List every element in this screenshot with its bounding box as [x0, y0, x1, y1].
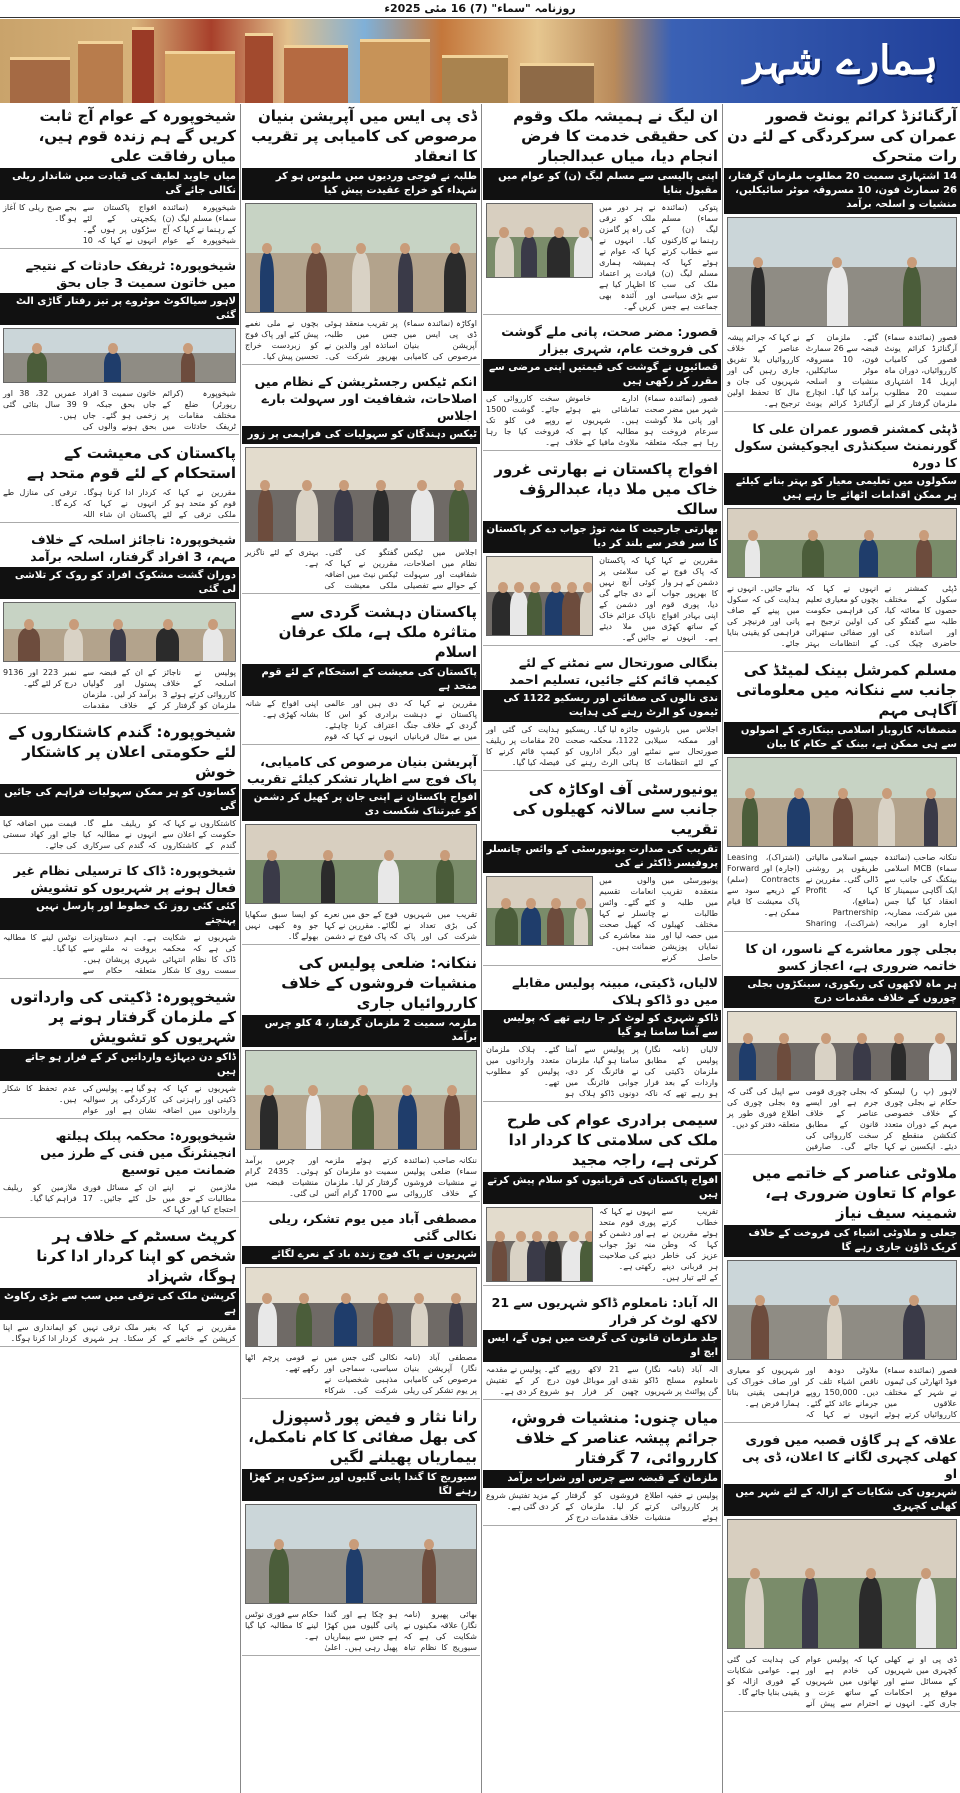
article	[0, 255, 239, 435]
article-body: قصور (نمائندہ سماء) آرگنائزڈ کرائم یونٹ قصور کی کامیاب کارروائیاں، دوران ماہ اپریل 14 اشتہاری سمیت 20 مطلوب ملزمان گرفتار کر لیے گئے۔ ملزمان کے قبضہ سے 26 سمارٹ فون، 10 مسروقہ موٹر سائیکلیں، منشیات و اسلحہ برآمد کیا گیا۔ انچارج آرگنائزڈ کرائم یونٹ نے کہا کہ جرائم پیشہ عناصر کے خلاف کارروائیاں بلا تفریق جاری رہیں گی اور شہریوں کی جان و مال کا تحفظ اولین ترجیح ہے۔	[727, 333, 957, 408]
article-subheadline: 14 اشتہاری سمیت 20 مطلوب ملزمان گرفتار، 26 سمارٹ فون، 10 مسروقہ موٹر سائیکلیں، منشیات و اسلحہ برآمد	[724, 168, 960, 214]
article-headline: پاکستان دہشت گردی سے متاثرہ ملک ہے، ملک عرفان اسلام	[278, 603, 477, 661]
article-subheadline: لاہور سیالکوٹ موٹروے پر تیز رفتار گاڑی الٹ گئی	[0, 293, 239, 325]
article-subheadline: ٹیکس دہندگان کو سہولیات کی فراہمی پر زور	[242, 426, 480, 444]
article-headline: انکم ٹیکس رجسٹریشن کے نظام میں اصلاحات، شفافیت اور سہولت بارے اجلاس	[254, 374, 477, 423]
article-headline: سیمی برادری عوام کی طرح ملک کی سلامتی کا کردار ادا کرتی ہے، راجہ مجید	[506, 1111, 718, 1169]
article	[0, 1125, 239, 1218]
article	[483, 652, 721, 771]
article-headline: الہ آباد: نامعلوم ڈاکو شہریوں سے 21 لاکھ لوٹ کر فرار	[491, 1295, 718, 1327]
news-photo	[727, 1519, 957, 1649]
article-subheadline: طلبہ نے فوجی وردیوں میں ملبوس ہو کر شہداء کو خراج عقیدت پیش کیا	[242, 168, 480, 200]
article	[483, 457, 721, 646]
article-headline: مصطفی آباد میں یوم تشکر، ریلی نکالی گئی	[268, 1211, 477, 1243]
news-photo	[245, 824, 477, 904]
article-body: شہریوں نے کہا کہ ڈکیتی اور راہزنی کی وارداتوں میں اضافہ ہو گیا ہے۔ پولیس کی کارکردگی پر سوالیہ نشان ہے اور عوام عدم تحفظ کا شکار ہیں۔	[3, 1084, 236, 1115]
city-landmarks-image	[0, 19, 600, 103]
article-headline: میاں چنوں: منشیات فروش، جرائم پیشہ عناصر کے خلاف کارروائی، 7 گرفتار	[510, 1409, 718, 1467]
article-headline: کرپٹ سسٹم کے خلاف ہر شخص کو اپنا کردار ادا کرنا ہوگا، شہزاد	[36, 1227, 236, 1285]
article-headline: ملاوٹی عناصر کے خاتمے میں عوام کا تعاون ضروری ہے، شمینہ سیف نیاز	[752, 1164, 957, 1222]
article	[483, 1108, 721, 1286]
news-photo	[245, 447, 477, 542]
article-body: ڈپٹی کمشنر نے سکول کے مختلف حصوں کا معائنہ کیا، طلبہ سے گفتگو کی اور اساتذہ کی حاضری چیک کی۔ انہوں نے کہا کہ بچوں کو معیاری تعلیم کی فراہمی حکومت کی اولین ترجیح ہے اور صفائی ستھرائی کے انتظامات بہتر بنائے جائیں۔ انہوں نے ہدایت کی کہ سکول میں پینے کے صاف پانی اور فرنیچر کی فراہمی کو یقینی بنایا جائے۔	[727, 584, 957, 648]
article-subheadline: بھارتی جارحیت کا منہ توڑ جواب دے کر پاکستان کا سر فخر سے بلند کر دیا	[483, 521, 721, 553]
article	[242, 371, 480, 594]
article-body: پولیس نے خفیہ اطلاع پر کارروائی کرتے ہوئے منشیات فروشوں کو گرفتار کر لیا۔ ملزمان کے خلاف مقدمات درج کر کے مزید تفتیش شروع کر دی گئی ہے۔	[486, 1491, 718, 1522]
article-body: اجلاس میں بارشوں اور ممکنہ سیلابی صورتحال سے نمٹنے کے لئے انتظامات کا جائزہ لیا گیا۔ ریسکیو 1122، محکمہ صحت اور دیگر اداروں کو ہائی الرٹ رہنے کی ہدایت کی گئی اور 20 مقامات پر ریلیف کیمپ قائم کرنے کا فیصلہ کیا گیا۔	[486, 725, 718, 767]
article-headline: بنگالی صورتحال سے نمٹنے کے لئے کیمپ قائم کئے جائیں، تسلیم احمد	[509, 655, 718, 687]
article-headline: پاکستان کی معیشت کے استحکام کے لئے قوم متحد ہے	[26, 444, 236, 482]
article	[483, 104, 721, 315]
article-subheadline: ڈاکو دن دیہاڑے وارداتیں کر کے فرار ہو جاتے ہیں	[0, 1049, 239, 1081]
article-body: الہ آباد (نامہ نگار) نامعلوم مسلح ڈاکو گن پوائنٹ پر شہریوں سے 21 لاکھ روپے نقدی اور موبائل فون چھین کر فرار ہو گئے۔ پولیس نے مقدمہ درج کر کے تفتیش شروع کر دی ہے۔	[486, 1365, 718, 1396]
page-title: ہمارے شہر	[743, 37, 938, 84]
article-subheadline: میاں جاوید لطیف کی قیادت میں شاندار ریلی نکالی جائے گی	[0, 168, 239, 200]
news-photo	[245, 1050, 477, 1150]
article	[0, 529, 239, 714]
column-2	[483, 104, 721, 1793]
article-body: مقررین نے کہا کہ پاک فوج نے دشمن کے ہر وار کا بھرپور جواب دیا، پوری قوم اپنی بہادر افواج کے ساتھ کھڑی ہے۔ انہوں نے کہا کہ پاکستان کی سلامتی پر کوئی آنچ نہیں آنے دی جائے گی اور دشمن کے ناپاک عزائم خاک میں ملا دیئے جائیں گے۔	[599, 556, 718, 642]
article-body: اوکاڑہ (نمائندہ سماء) ڈی پی ایس میں آپریشن بنیان مرصوص کی کامیابی پر تقریب منعقد ہوئی جس میں طلبہ، اساتذہ اور والدین نے بھرپور شرکت کی۔ بچوں نے ملی نغمے پیش کئے اور پاک فوج کو زبردست خراج تحسین پیش کیا۔	[245, 319, 477, 361]
article-subheadline: تقریب کی صدارت یونیورسٹی کے وائس چانسلر پروفیسر ڈاکٹر نے کی	[483, 841, 721, 873]
article-headline: شیخوپورہ: ٹریفک حادثات کے نتیجے میں خاتون سمیت 3 جاں بحق	[25, 258, 236, 290]
news-photo	[486, 203, 593, 278]
news-photo	[727, 508, 957, 578]
article-body: ملازمین نے اپنے مطالبات کے حق میں احتجاج کیا اور کہا کہ ان کے مسائل فوری حل کئے جائیں۔ 17 ملازمین کو ریلیف فراہم کیا گیا۔	[3, 1183, 236, 1214]
article	[724, 1161, 960, 1423]
article-subheadline: ہر ماہ لاکھوں کی ریکوری، سینکڑوں بجلی چوروں کے خلاف مقدمات درج	[724, 976, 960, 1008]
news-photo	[245, 203, 477, 313]
article	[483, 972, 721, 1102]
article-headline: رانا نثار و فیض پور ڈسپوزل کی بھل صفائی کا کام نامکمل، بیماریاں پھیلنے لگیں	[248, 1408, 477, 1466]
article-body: مقررین نے کہا کہ پاکستان نے دہشت گردی کے خلاف جنگ میں بے مثال قربانیاں دی ہیں اور عالمی برادری کو اس کا اعتراف کرنا چاہئے۔ انہوں نے کہا کہ قوم اپنی افواج کے شانہ بشانہ کھڑی ہے۔	[245, 699, 477, 741]
article-headline: علاقہ کے ہر گاؤں قصبہ میں فوری کھلی کچہری لگانے کا اعلان، ڈی پی او	[742, 1432, 957, 1481]
article-body: کاشتکاروں نے کہا کہ حکومت کے اعلان سے گندم کے کاشتکاروں کو ریلیف ملے گا۔ انہوں نے مطالبہ کیا کہ گندم کی سرکاری قیمت میں اضافہ کیا جائے اور کھاد سستی کی جائے۔	[3, 819, 236, 850]
article-headline: ننکانہ: ضلعی پولیس کی منشیات فروشوں کے خلاف کارروائیاں جاری	[281, 954, 477, 1012]
article	[483, 1292, 721, 1400]
article-body: شہریوں نے شکایت کی ہے کہ محکمہ ڈاک کا نظام انتہائی سست روی کا شکار ہے۔ اہم دستاویزات بروقت نہ ملنے سے شہری پریشان ہیں۔ متعلقہ حکام سے نوٹس لینے کا مطالبہ کیا گیا۔	[3, 933, 236, 975]
article-body: بھائی پھیرو (نامہ نگار) علاقہ مکینوں نے شکایت کی ہے کہ سیوریج کا نظام تباہ ہو چکا ہے اور گندا پانی گلیوں میں کھڑا ہے جس سے بیماریاں پھیل رہی ہیں۔ اعلیٰ حکام سے فوری نوٹس لینے کا مطالبہ کیا گیا ہے۔	[245, 1610, 477, 1652]
article-body: لاہور (پ ر) لیسکو حکام نے بجلی چوری کے خلاف خصوصی مہم کے دوران متعدد کنکشن منقطع کر دیئے۔ ایکسین نے کہا کہ بجلی چوری قومی جرم ہے اور ایسے عناصر کے خلاف قانون کے مطابق سخت کارروائی کی جائے گی۔ صارفین سے اپیل کی گئی کہ وہ بجلی چوری کی اطلاع فوری طور پر متعلقہ دفتر کو دیں۔	[727, 1087, 957, 1151]
article-headline: شیخوپورہ: ڈکیتی کی وارداتوں کے ملزمان گرفتار ہونے پر شہریوں کو تشویش	[10, 988, 236, 1046]
article-body: ڈی پی او نے کھلی کچہری میں شہریوں کے مسائل سنے اور موقع پر احکامات جاری کئے۔ انہوں نے کہا کہ پولیس عوام کی خادم ہے اور تھانوں میں شہریوں کے ساتھ عزت و احترام سے پیش آنے کی ہدایت کی گئی ہے۔ عوامی شکایات کے فوری ازالہ کو یقینی بنایا جائے گا۔	[727, 1655, 957, 1708]
article-headline: لالیاں، ڈکیتی، مبینہ پولیس مقابلے میں دو ڈاکو ہلاک	[512, 975, 718, 1007]
article-subheadline: منصفانہ کاروبار اسلامی بینکاری کے اصولوں سے ہی ممکن ہے، بینک کے حکام کا بیان	[724, 722, 960, 754]
article-body: یونیورسٹی میں منعقدہ تقریب میں طلبہ و طالبات نے مختلف کھیلوں میں حصہ لیا اور نمایاں پوزیشن حاصل کرنے والوں میں انعامات تقسیم کئے گئے۔ وائس چانسلر نے کہا کہ کھیل صحت مند معاشرے کی ضمانت ہیں۔	[599, 876, 718, 962]
article-headline: شیخوپورہ: ناجائز اسلحہ کے خلاف مہم، 3 افراد گرفتار، اسلحہ برآمد	[30, 532, 236, 564]
article-subheadline: ملزمہ سمیت 2 ملزمان گرفتار، 4 کلو چرس برآمد	[242, 1015, 480, 1047]
article	[724, 938, 960, 1155]
article	[242, 951, 480, 1202]
article-body: شیخوپورہ (نمائندہ سماء) مسلم لیگ (ن) کے رہنما نے کہا کہ آج شیخوپورہ کے عوام افواج پاکستان سے یکجہتی کے لئے سڑکوں پر ہوں گے۔ انہوں نے کہا کہ 10 بجے صبح ریلی کا آغاز ہو گا۔	[3, 203, 236, 245]
article-subheadline: ملزمان کے قبضہ سے چرس اور شراب برآمد	[483, 1470, 721, 1488]
article-body: مقررین نے کہا کہ قوم کو متحد ہو کر ملکی ترقی کے لئے کردار ادا کرنا ہوگا۔ انہوں نے کہا کہ پاکستان ان شاء اللہ ترقی کی منازل طے کرے گا۔	[3, 488, 236, 519]
article-subheadline: کئی کئی روز تک خطوط اور پارسل نہیں پہنچتے	[0, 898, 239, 930]
article	[724, 1429, 960, 1712]
article	[0, 441, 239, 523]
article-headline: آرگنائزڈ کرائم یونٹ قصور عمران کی سرکردگی کے لئے دن رات متحرک	[727, 107, 957, 165]
article-headline: ان لیگ نے ہمیشہ ملک وقوم کی حقیقی خدمت کا فرض انجام دیا، میاں عبدالجبار	[513, 107, 718, 165]
article-subheadline: سکولوں میں تعلیمی معیار کو بہتر بنانے کیلئے ہر ممکن اقدامات اٹھائے جا رہے ہیں	[724, 473, 960, 505]
article-subheadline: جلد ملزمان قانون کی گرفت میں ہوں گے، ایس ایچ او	[483, 1330, 721, 1362]
news-photo	[245, 1504, 477, 1604]
article-headline: شیخوپورہ کے عوام آج ثابت کریں گے ہم زندہ قوم ہیں، میاں رفاقت علی	[38, 107, 236, 165]
article-headline: شیخوپورہ: محکمہ پبلک ہیلتھ انجینئرنگ میں فنی کے طرز میں ضمانت میں توسیع	[40, 1128, 236, 1177]
dateline: روزنامہ "سماء" (7) 16 مئی 2025ء	[0, 0, 960, 18]
article-subheadline: اپنی پالیسی سے مسلم لیگ (ن) کو عوام میں مقبول بنایا	[483, 168, 721, 200]
article-body: تقریب میں شہریوں کی بڑی تعداد نے شرکت کی اور پاک فوج کے حق میں نعرے لگائے۔ مقررین نے کہا کہ پاک فوج نے دشمن کو ایسا سبق سکھایا جو وہ کبھی نہیں بھولے گا۔	[245, 910, 477, 941]
article-headline: بجلی چور معاشرے کے ناسور، ان کا خاتمہ ضروری ہے، اعجاز کسو	[745, 941, 957, 973]
article-subheadline: دوران گشت مشکوک افراد کو روک کر تلاشی لی گئی	[0, 567, 239, 599]
article-headline: شیخوپورہ: ڈاک کا ترسیلی نظام غیر فعال ہونے پر شہریوں کو تشویش	[13, 863, 236, 895]
article	[242, 600, 480, 745]
article-subheadline: شہریوں کی شکایات کے ازالہ کے لئے شہر میں کھلی کچہری	[724, 1484, 960, 1516]
article-body: پتوکی (نمائندہ سماء) مسلم لیگ (ن) کے رہنما نے کارکنوں سے خطاب کرتے ہوئے کہا کہ مسلم لیگ (ن) ملک کی سب سے بڑی سیاسی جماعت ہے جس نے ہر دور میں ملک کو ترقی کی راہ پر گامزن کیا۔ انہوں نے کہا کہ عوام نے ہمیشہ ہماری قیادت پر اعتماد کا اظہار کیا ہے اور آئندہ بھی کریں گے۔	[599, 203, 718, 311]
article	[483, 777, 721, 966]
article-headline: یونیورسٹی آف اوکاڑہ کی جانب سے سالانہ کھیلوں کی تقریب	[512, 780, 718, 838]
column-4	[0, 104, 239, 1793]
article-headline: مسلم کمرشل بینک لمیٹڈ کی جانب سے ننکانہ میں معلوماتی آگاہی مہم	[736, 661, 957, 719]
article-headline: قصور: مضر صحت، پانی ملے گوشت کی فروخت عام، شہری بیزار	[501, 324, 718, 356]
article	[0, 104, 239, 249]
article-subheadline: شہریوں نے پاک فوج زندہ باد کے نعرے لگائے	[242, 1246, 480, 1264]
news-photo	[727, 757, 957, 847]
article	[242, 1208, 480, 1399]
article	[724, 418, 960, 652]
article-subheadline: جعلی و ملاوٹی اشیاء کی فروخت کے خلاف کریک ڈاؤن جاری رہے گا	[724, 1225, 960, 1257]
article	[0, 1224, 239, 1347]
news-photo	[245, 1267, 477, 1347]
article-body: قصور (نمائندہ سماء) فوڈ اتھارٹی کی ٹیموں نے شہر کے مختلف علاقوں میں کارروائیاں کرتے ہوئے ملاوٹی دودھ اور ناقص اشیاء تلف کر دیں۔ 150,000 روپے جرمانے عائد کئے گئے۔ انہوں نے کہا کہ شہریوں کو معیاری اور صاف خوراک کی فراہمی یقینی بنانا ہمارا فرض ہے۔	[727, 1366, 957, 1419]
column-3	[242, 104, 480, 1793]
article-subheadline: افواج پاکستان کی قربانیوں کو سلام پیش کرتے ہیں	[483, 1172, 721, 1204]
article-body: شیخوپورہ (کرائم رپورٹر) ضلع کے مختلف مقامات پر ٹریفک حادثات میں خاتون سمیت 3 افراد جاں بحق جبکہ 9 زخمی ہو گئے۔ جاں بحق ہونے والوں کی عمریں 32، 38 اور 39 سال بتائی گئی ہیں۔	[3, 389, 236, 431]
news-photo	[486, 556, 593, 636]
article-subheadline: ندی نالوں کی صفائی اور ریسکیو 1122 کی ٹیموں کو الرٹ رہنے کی ہدایت	[483, 690, 721, 722]
article-subheadline: کرپشن ملک کی ترقی میں سب سے بڑی رکاوٹ ہے	[0, 1288, 239, 1320]
news-photo	[3, 602, 236, 662]
article-body: اجلاس میں ٹیکس نظام میں اصلاحات، شفافیت اور سہولت کے حوالے سے تفصیلی گفتگو کی گئی۔ مقررین نے کہا کہ ٹیکس نیٹ میں اضافہ ملکی معیشت کی بہتری کے لئے ناگزیر ہے۔	[245, 548, 477, 590]
news-photo	[486, 876, 593, 946]
article-headline: آپریشن بنیان مرصوص کی کامیابی، پاک فوج سے اظہار تشکر کیلئے تقریب	[247, 754, 477, 786]
article-body: لالیاں (نامہ نگار) پولیس کے مطابق ملزمان ڈکیتی کی واردات کے بعد فرار ہو رہے تھے کہ ناکہ پر پولیس سے آمنا سامنا ہو گیا، ملزمان نے فائرنگ کر دی، جوابی فائرنگ میں دونوں ڈاکو ہلاک ہو گئے۔ ہلاک ملزمان متعدد وارداتوں میں پولیس کو مطلوب تھے۔	[486, 1045, 718, 1098]
article-body: ننکانہ صاحب (نمائندہ سماء) MCB اسلامی بینکنگ کی جانب سے ایک آگاہی سیمینار کا انعقاد کیا گیا جس میں شرکت، مضاربہ، اجارہ اور مرابحہ جیسے اسلامی مالیاتی طریقوں پر روشنی ڈالی گئی۔ مقررین نے کہا کہ Profit (منافع)، Partnership (شراکت)، Sharing (اشتراک)، Leasing (اجارہ) اور Forward Contracts (سلم) کے ذریعے سود سے پاک معیشت کا قیام ممکن ہے۔	[727, 853, 957, 928]
article	[242, 751, 480, 945]
news-photo	[727, 1260, 957, 1360]
article-headline: شیخوپورہ: گندم کاشتکاروں کے لئے حکومتی اعلان پر کاشتکار خوش	[8, 723, 236, 781]
article-body: مقررین نے کہا کہ کرپشن کے خاتمے کے بغیر ملک ترقی نہیں کر سکتا۔ ہر شہری کو ایمانداری سے اپنا کردار ادا کرنا ہوگا۔	[3, 1323, 236, 1343]
article-subheadline: سیوریج کا گندا پانی گلیوں اور سڑکوں پر کھڑا رہنے لگا	[242, 1469, 480, 1501]
article	[724, 104, 960, 412]
article-subheadline: قصائیوں نے گوشت کی قیمتیں اپنی مرضی سے مقرر کر رکھی ہیں	[483, 359, 721, 391]
masthead-banner	[0, 19, 960, 103]
article	[242, 104, 480, 365]
article	[242, 1405, 480, 1656]
article	[0, 720, 239, 854]
article-subheadline: ڈاکو شہری کو لوٹ کر جا رہے تھے کہ پولیس سے آمنا سامنا ہو گیا	[483, 1010, 721, 1042]
column-1	[724, 104, 960, 1793]
article-body: پولیس نے ناجائز اسلحہ کے خلاف کارروائی کرتے ہوئے 3 ملزمان کو گرفتار کر کے ان کے قبضہ سے پستول اور گولیاں برآمد کر لیں۔ ملزمان کے خلاف مقدمات نمبر 223 اور 9136 درج کر لئے گئے۔	[3, 668, 236, 710]
news-photo	[3, 328, 236, 383]
article	[483, 321, 721, 451]
article	[0, 985, 239, 1119]
article-body: قصور (نمائندہ سماء) شہر میں مضر صحت اور پانی ملا گوشت سرعام فروخت ہو رہا ہے جبکہ متعلقہ ادارے خاموش تماشائی بنے ہوئے ہیں۔ شہریوں نے مطالبہ کیا ہے کہ ملاوٹ مافیا کے خلاف سخت کارروائی کی جائے۔ گوشت 1500 روپے فی کلو تک فروخت کیا جا رہا ہے۔	[486, 394, 718, 447]
article-subheadline: افواج پاکستان نے اپنی جان پر کھیل کر دشمن کو عبرتناک شکست دی	[242, 789, 480, 821]
news-photo	[727, 1011, 957, 1081]
article-subheadline: کسانوں کو ہر ممکن سہولیات فراہم کی جائیں گی	[0, 784, 239, 816]
article-body: تقریب سے خطاب کرتے ہوئے مقررین نے کہا کہ وطن عزیز کی خاطر ہر قربانی دینے کے لئے تیار ہیں۔ انہوں نے کہا کہ پوری قوم متحد ہے اور دشمن کو منہ توڑ جواب دینے کی صلاحیت رکھتی ہے۔	[599, 1207, 718, 1282]
article-headline: ڈپٹی کمشنر قصور عمران علی کا گورنمنٹ سیکنڈری ایجوکیشن سکول کا دورہ	[734, 421, 957, 470]
news-photo	[727, 217, 957, 327]
article	[724, 658, 960, 932]
article-subheadline: پاکستان کی معیشت کے استحکام کے لئے قوم متحد ہے	[242, 664, 480, 696]
article-body: مصطفی آباد (نامہ نگار) آپریشن بنیان مرصوص کی کامیابی پر یوم تشکر کی ریلی نکالی گئی جس میں سیاسی، سماجی اور مذہبی شخصیات نے شرکت کی۔ شرکاء نے قومی پرچم اٹھا رکھے تھے۔	[245, 1353, 477, 1395]
article-body: ننکانہ صاحب (نمائندہ سماء) ضلعی پولیس نے منشیات فروشوں کے خلاف کارروائی کرتے ہوئے ملزمہ سمیت دو ملزمان کو گرفتار کر لیا۔ ملزمان سے 1700 گرام آئس اور چرس برآمد ہوئی۔ 2435 گرام منشیات قبضہ میں لی گئی۔	[245, 1156, 477, 1198]
article-headline: ڈی پی ایس میں آپریشن بنیان مرصوص کی کامیابی پر تقریب کا انعقاد	[251, 107, 477, 165]
article	[0, 860, 239, 979]
article	[483, 1406, 721, 1526]
news-photo	[486, 1207, 593, 1282]
article-headline: افواج پاکستان نے بھارتی غرور خاک میں ملا دیا، عبدالرؤف سالک	[494, 460, 718, 518]
